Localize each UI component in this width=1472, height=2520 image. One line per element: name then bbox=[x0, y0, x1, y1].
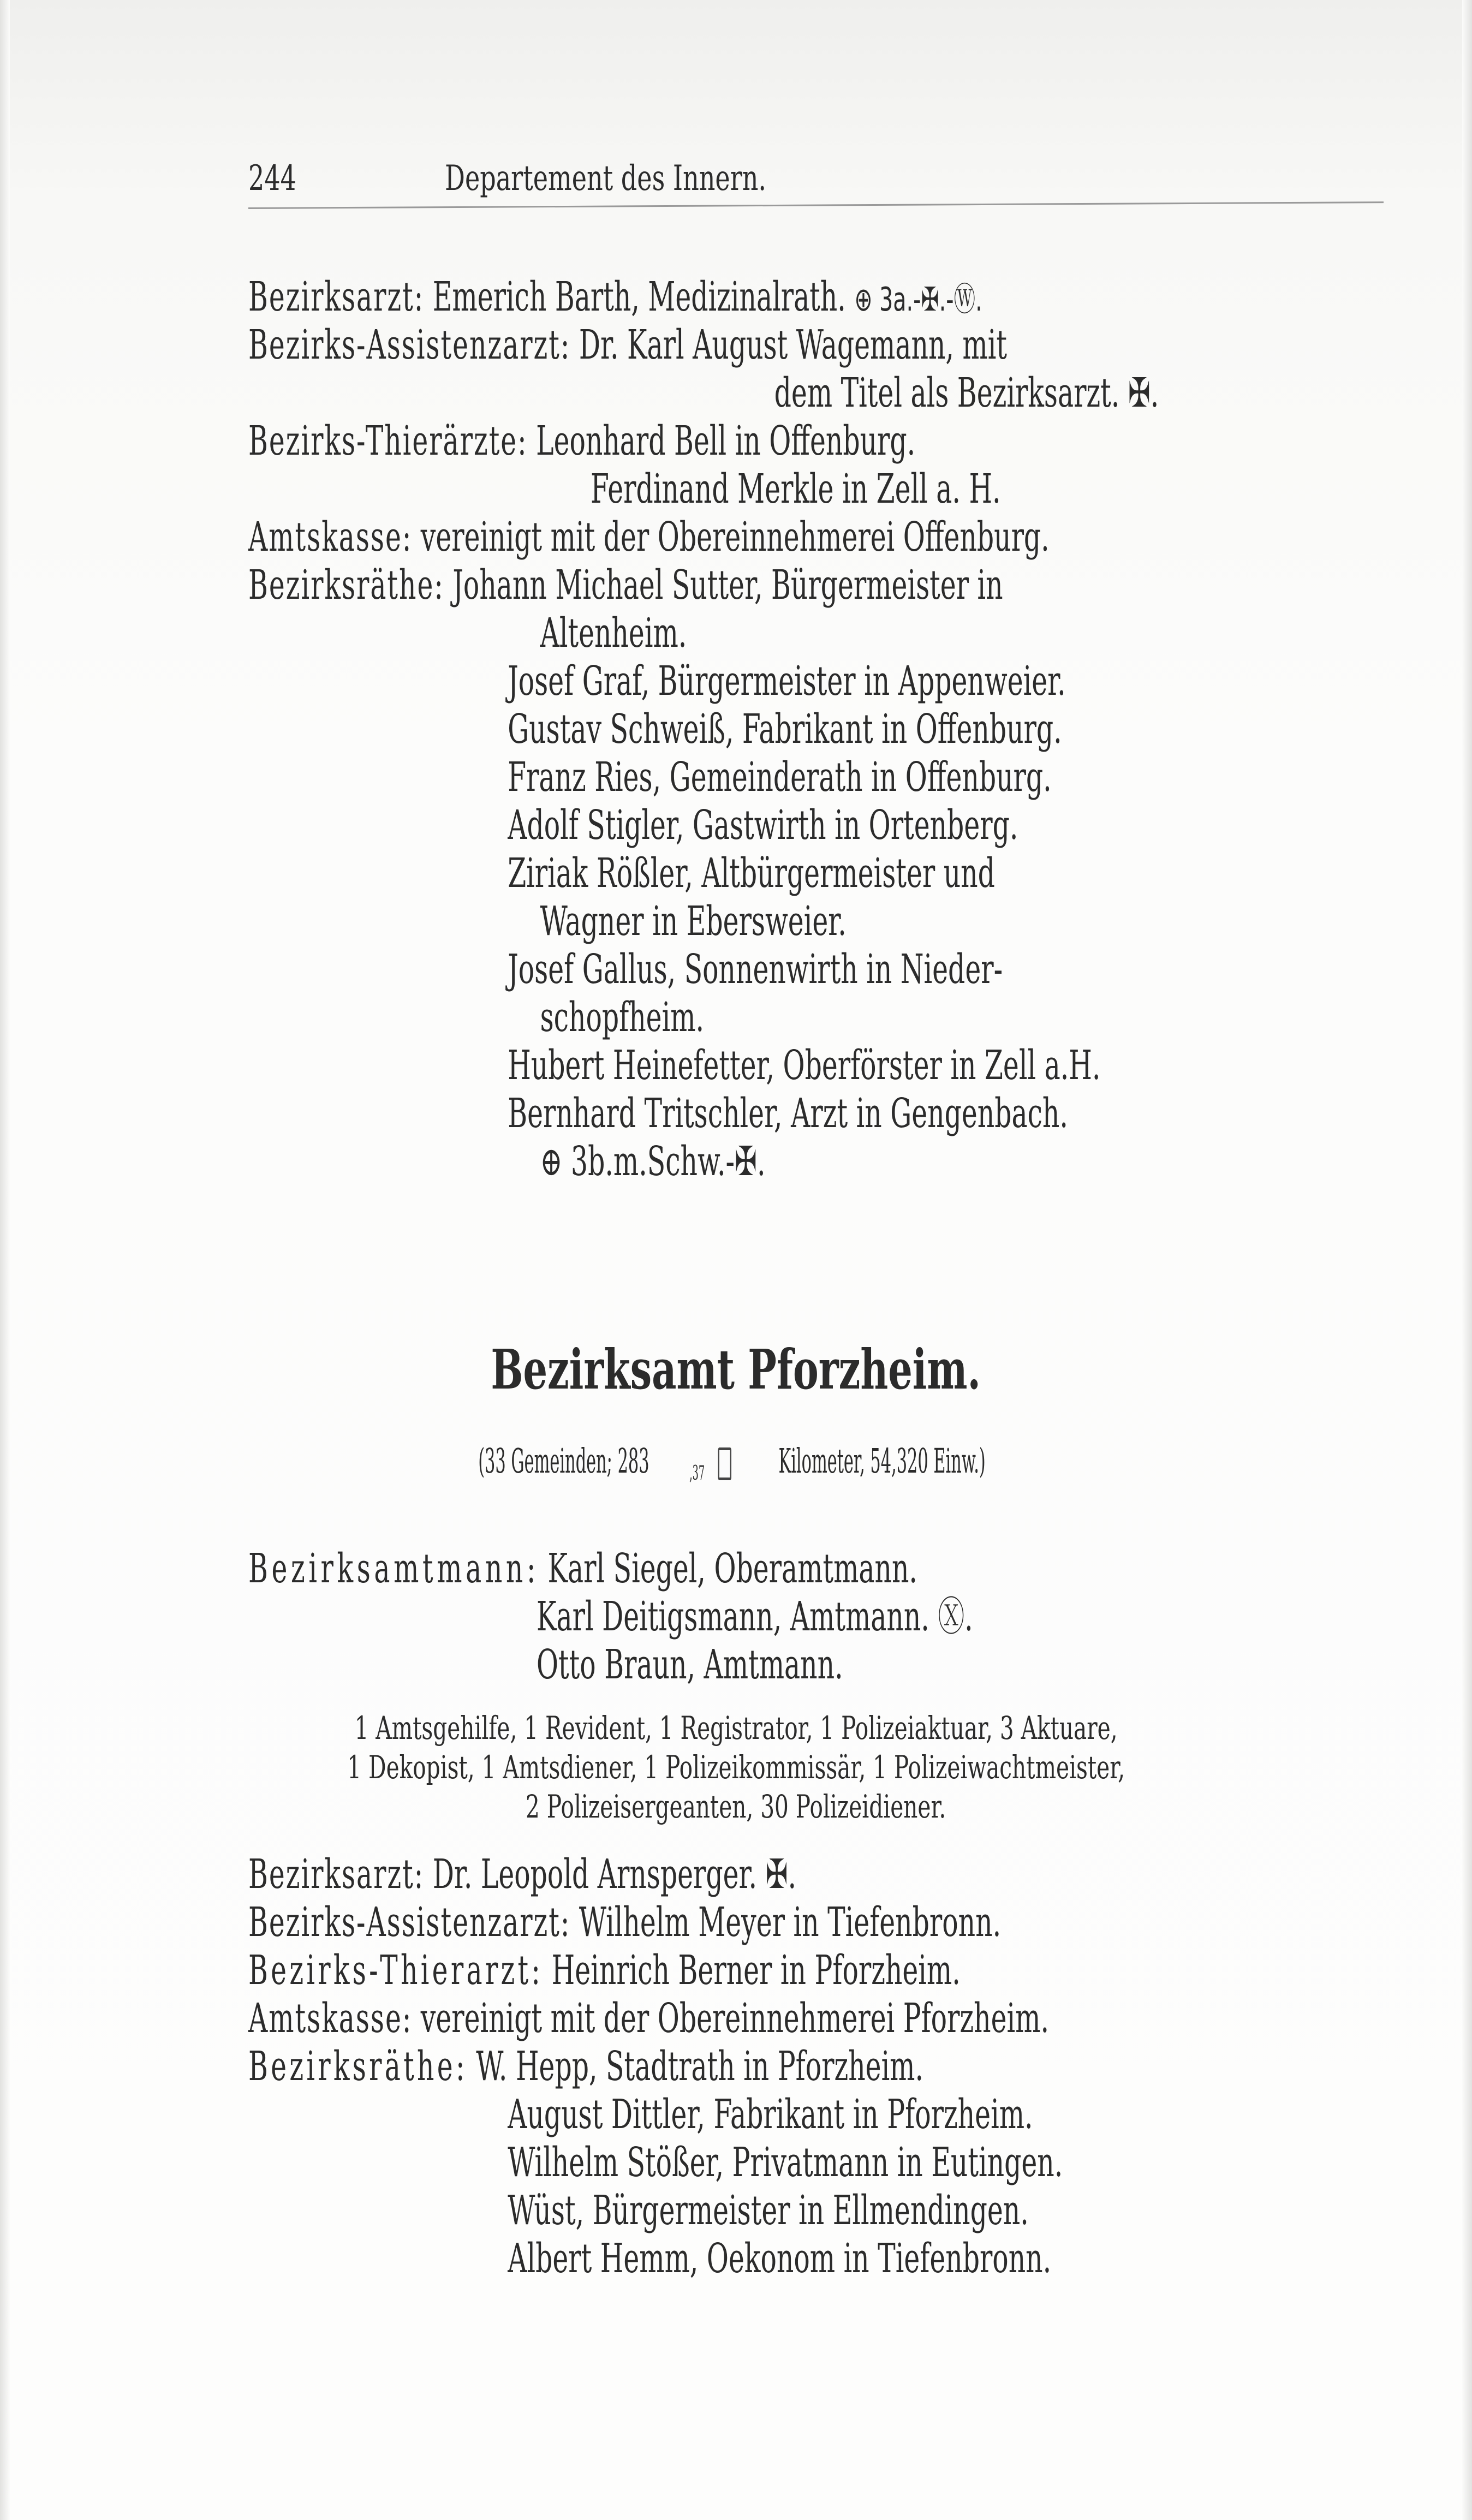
entry-value: Leonhard Bell in Offenburg. bbox=[536, 418, 916, 464]
list-item: schopfheim. bbox=[540, 994, 705, 1041]
staff-line: 1 Amtsgehilfe, 1 Revident, 1 Registrator, 1 Polizeiaktuar, 3 Aktuare, bbox=[354, 1709, 1118, 1747]
list-item: Franz Ries, Gemeinderath in Offenburg. bbox=[508, 754, 1052, 801]
offenburg-section bbox=[248, 273, 1449, 1185]
list-item: Albert Hemm, Oekonom in Tiefenbronn. bbox=[508, 2235, 1052, 2282]
entry-value: vereinigt mit der Obereinnehmerei Offenburg. bbox=[420, 514, 1050, 561]
entry-bezirksraethe bbox=[248, 561, 1041, 609]
list-item: Karl Deitigsmann, Amtmann. Ⓧ. bbox=[537, 1593, 973, 1640]
entry-value: W. Hepp, Stadtrath in Pforzheim. bbox=[476, 2043, 924, 2090]
stats-unit: Kilometer, 54,320 Einw.) bbox=[779, 1441, 986, 1481]
entry-value: Ferdinand Merkle in Zell a. H. bbox=[591, 466, 1001, 513]
entry-assistenzarzt bbox=[248, 1898, 1041, 1946]
entry-label: Bezirksamtmann: bbox=[248, 1545, 540, 1592]
entry-label: Bezirksarzt: bbox=[248, 273, 425, 320]
entry-label: Bezirksräthe: bbox=[248, 562, 444, 609]
entry-label: Bezirksräthe: bbox=[248, 2043, 468, 2090]
pforzheim-amtmann bbox=[248, 1545, 1449, 1689]
pforzheim-officials bbox=[248, 1850, 1449, 2283]
page-edge-right bbox=[1462, 0, 1472, 2520]
entry-value: Karl Siegel, Oberamtmann. bbox=[547, 1545, 917, 1592]
list-item: Altenheim. bbox=[540, 610, 687, 657]
entry-label: Bezirks-Assistenzarzt: bbox=[248, 321, 571, 368]
entry-thierarzt bbox=[248, 1946, 1041, 1994]
square-icon bbox=[718, 1447, 732, 1480]
list-item: Gustav Schweiß, Fabrikant in Offenburg. bbox=[508, 706, 1062, 753]
order-decoration-icon: ⊕ 3a.-✠.-Ⓦ. bbox=[854, 281, 982, 319]
entry-thieraerzte bbox=[248, 417, 1041, 465]
page-number: 244 bbox=[248, 158, 296, 199]
list-item: Ziriak Rößler, Altbürgermeister und bbox=[508, 850, 995, 897]
list-item: August Dittler, Fabrikant in Pforzheim. bbox=[508, 2091, 1033, 2138]
list-item: Adolf Stigler, Gastwirth in Ortenberg. bbox=[508, 802, 1018, 849]
stats-text: (33 Gemeinden; 283 bbox=[478, 1441, 649, 1481]
entry-bezirksamtmann bbox=[248, 1545, 1041, 1593]
entry-value: Emerich Barth, Medizinalrath. bbox=[432, 273, 846, 320]
entry-bezirksraethe bbox=[248, 2042, 1041, 2090]
entry-value: Dr. Karl August Wagemann, mit bbox=[579, 321, 1007, 368]
staff-summary bbox=[0, 1708, 1472, 1826]
entry-assistenzarzt bbox=[248, 321, 1041, 369]
list-item: Bernhard Tritschler, Arzt in Gengenbach. bbox=[508, 1090, 1068, 1137]
staff-line: 2 Polizeisergeanten, 30 Polizeidiener. bbox=[526, 1788, 946, 1825]
list-item: Wilhelm Stößer, Privatmann in Eutingen. bbox=[508, 2139, 1063, 2186]
list-item: Otto Braun, Amtmann. bbox=[537, 1641, 843, 1688]
entry-label: Bezirks-Thierärzte: bbox=[248, 418, 528, 464]
entry-value: Johann Michael Sutter, Bürgermeister in bbox=[452, 562, 1003, 609]
list-item: Wüst, Bürgermeister in Ellmendingen. bbox=[508, 2187, 1029, 2234]
entry-amtskasse bbox=[248, 1994, 1049, 2042]
staff-line: 1 Dekopist, 1 Amtsdiener, 1 Polizeikommissär, 1 Polizeiwachtmeister, bbox=[347, 1749, 1125, 1786]
entry-label: Amtskasse: bbox=[248, 1995, 413, 2042]
stats-decimal: ,37 bbox=[689, 1462, 705, 1485]
running-header bbox=[248, 158, 1058, 199]
entry-label: Bezirks-Thierarzt: bbox=[248, 1947, 544, 1994]
list-item: Hubert Heinefetter, Oberförster in Zell a.H. bbox=[508, 1042, 1101, 1089]
list-item: Wagner in Ebersweier. bbox=[540, 898, 847, 945]
entry-continuation: dem Titel als Bezirksarzt. ✠. bbox=[774, 370, 1159, 416]
entry-label: Bezirks-Assistenzarzt: bbox=[248, 1899, 571, 1946]
entry-bezirksarzt bbox=[248, 1850, 1041, 1898]
running-title: Departement des Innern. bbox=[445, 158, 767, 199]
entry-amtskasse bbox=[248, 513, 1050, 561]
entry-value: Wilhelm Meyer in Tiefenbronn. bbox=[579, 1899, 1002, 1946]
section-title bbox=[0, 1337, 1472, 1402]
entry-bezirksarzt bbox=[248, 273, 1041, 321]
entry-value: Heinrich Berner in Pforzheim. bbox=[551, 1947, 961, 1994]
order-decoration-icon: ⊕ 3b.m.Schw.-✠. bbox=[540, 1138, 766, 1185]
page-edge-left bbox=[0, 0, 10, 2520]
section-stats bbox=[0, 1441, 1472, 1485]
list-item: Josef Graf, Bürgermeister in Appenweier. bbox=[508, 658, 1066, 705]
entry-label: Bezirksarzt: bbox=[248, 1851, 425, 1898]
section-title-text: Bezirksamt Pforzheim. bbox=[491, 1337, 981, 1402]
entry-value: vereinigt mit der Obereinnehmerei Pforzheim. bbox=[420, 1995, 1049, 2042]
list-item: Josef Gallus, Sonnenwirth in Nieder- bbox=[508, 946, 1003, 993]
entry-label: Amtskasse: bbox=[248, 514, 413, 561]
entry-value: Dr. Leopold Arnsperger. ✠. bbox=[432, 1851, 797, 1898]
